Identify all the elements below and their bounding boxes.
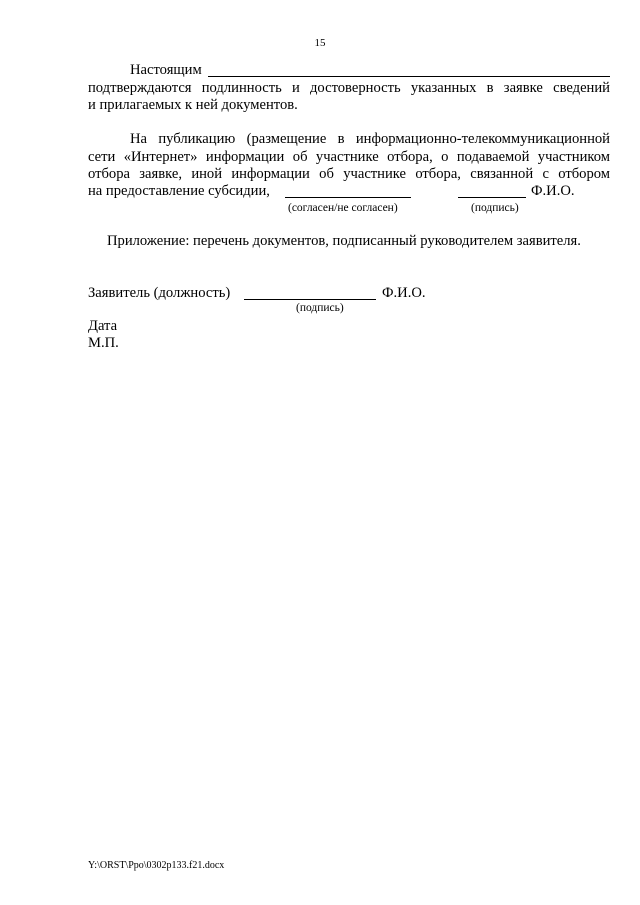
confirm-lead: Настоящим <box>130 62 202 78</box>
page-number: 15 <box>314 37 326 49</box>
applicant-caption-signature: (подпись) <box>296 302 344 314</box>
applicant-label: Заявитель (должность) <box>88 285 231 301</box>
signature-blank-line <box>458 197 526 198</box>
date-label: Дата <box>88 318 118 334</box>
publication-line-1: На публикацию (размещение в информационно-телекоммуникационной <box>130 131 610 147</box>
footer-file-path: Y:\ORST\Ppo\0302p133.f21.docx <box>88 860 225 871</box>
caption-signature: (подпись) <box>471 202 519 214</box>
publication-fio: Ф.И.О. <box>531 183 575 199</box>
confirm-line-3: и прилагаемых к ней документов. <box>88 97 298 113</box>
publication-line-4: на предоставление субсидии, <box>88 183 270 199</box>
applicant-fio: Ф.И.О. <box>382 285 426 301</box>
agree-blank-line <box>285 197 411 198</box>
publication-line-3: отбора заявке, иной информации об участнике отбора, связанной с отбором <box>88 166 610 182</box>
confirm-line-2: подтверждаются подлинность и достоверность указанных в заявке сведений <box>88 80 610 96</box>
confirm-blank-line <box>208 76 610 77</box>
publication-line-2: сети «Интернет» информации об участнике отбора, о подаваемой участником <box>88 149 610 165</box>
applicant-signature-line <box>244 299 376 300</box>
caption-agree: (согласен/не согласен) <box>288 202 398 214</box>
stamp-label: М.П. <box>88 335 119 351</box>
appendix-text: Приложение: перечень документов, подписанный руководителем заявителя. <box>107 233 581 249</box>
